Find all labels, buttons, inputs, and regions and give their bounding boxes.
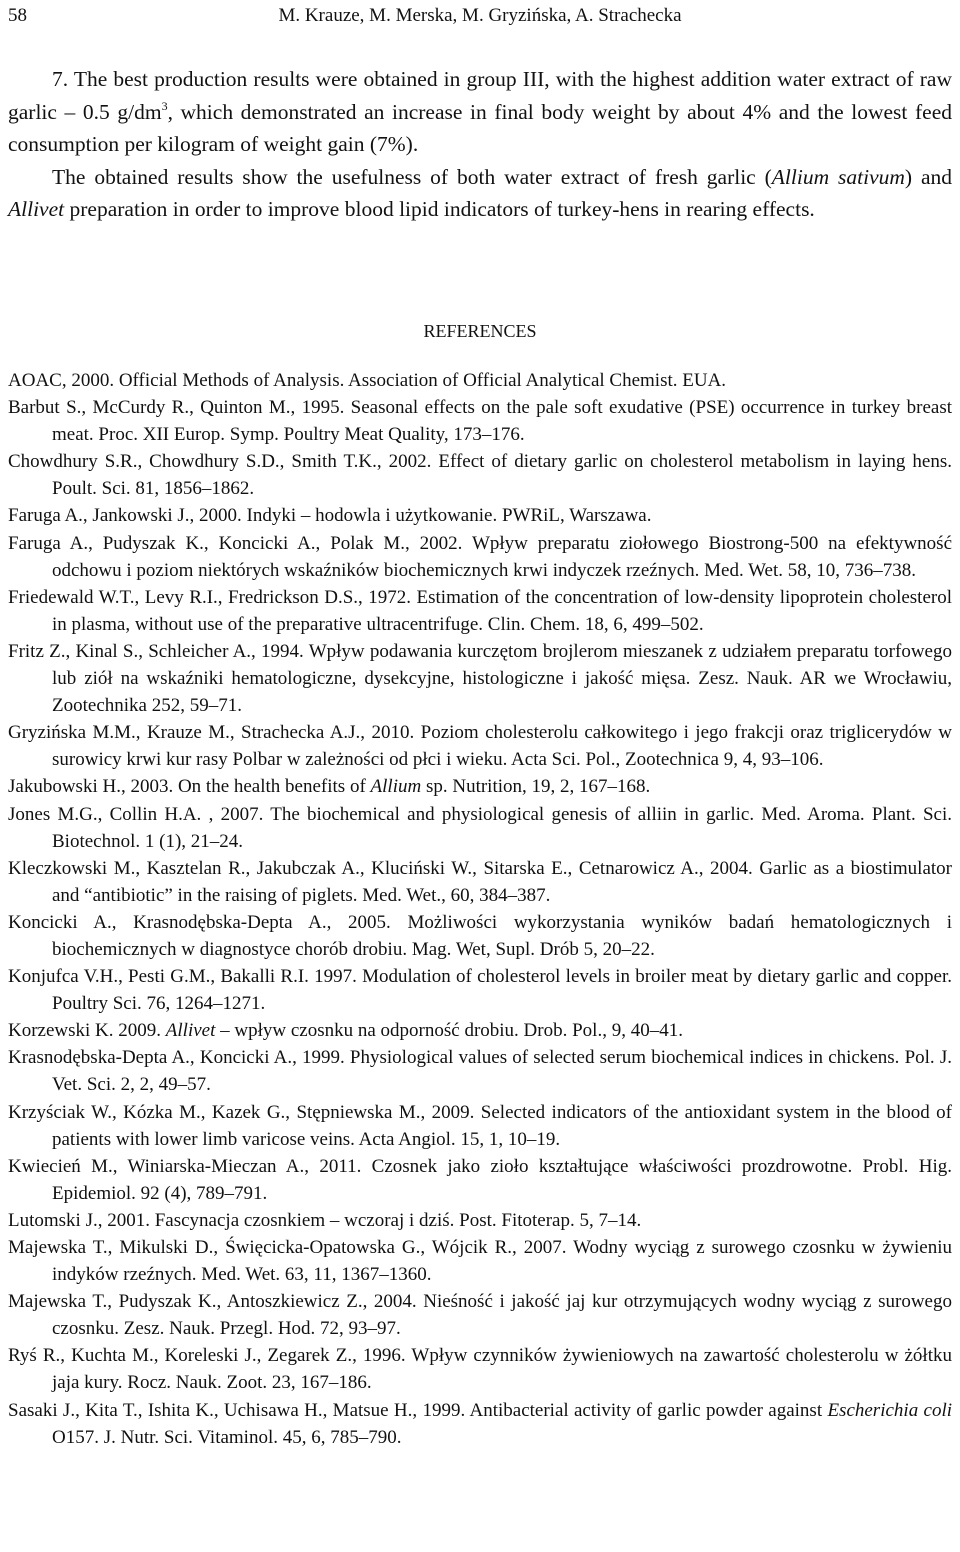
reference-item: Krasnodębska-Depta A., Koncicki A., 1999. Physiological values of selected serum biochemical indices in chickens. Pol. J. Vet. Sci. 2, 2, 49–57. xyxy=(8,1047,952,1096)
reference-item xyxy=(8,1397,952,1451)
reference-item: Konjufca V.H., Pesti G.M., Bakalli R.I. 1997. Modulation of cholesterol levels in broiler meat by dietary garlic and copper. Poultry Sci. 76, 1264–1271. xyxy=(8,966,952,1015)
reference-italic: Escherichia coli xyxy=(827,1399,952,1421)
reference-text: O157. J. Nutr. Sci. Vitaminol. 45, 6, 785–790. xyxy=(52,1426,402,1448)
summary-paragraph xyxy=(8,161,952,226)
reference-item: Koncicki A., Krasnodębska-Depta A., 2005. Możliwości wykorzystania wyników badań hematologicznych i biochemicznych w diagnostyce chorób drobiu. Mag. Wet, Supl. Drób 5, 20–22. xyxy=(8,911,952,960)
conclusions-text xyxy=(8,63,952,226)
reference-item: Gryzińska M.M., Krauze M., Strachecka A.J., 2010. Poziom cholesterolu całkowitego i jego frakcji oraz triglicerydów w surowicy krwi kur rasy Polbar w zależności od płci i wieku. Acta Sci. Pol., Zootechnica 9, 4, 93–106. xyxy=(8,722,952,771)
reference-italic: Allium xyxy=(370,776,422,798)
running-head-authors: M. Krauze, M. Merska, M. Gryzińska, A. Strachecka xyxy=(278,5,682,26)
text-run: , which demonstrated an increase in final body weight by about 4% and the lowest feed consumption per kilogram of weight gain (7%). xyxy=(8,99,952,156)
conclusion-paragraph xyxy=(8,63,952,161)
reference-item: Lutomski J., 2001. Fascynacja czosnkiem – wczoraj i dziś. Post. Fitoterap. 5, 7–14. xyxy=(8,1209,642,1231)
reference-item: Kleczkowski M., Kasztelan R., Jakubczak A., Kluciński W., Sitarska E., Cetnarowicz A., 2004. Garlic as a biostimulator and “antibiotic” in the raising of piglets. Med. Wet., 60, 384–387. xyxy=(8,857,952,906)
reference-item: Majewska T., Mikulski D., Święcicka-Opatowska G., Wójcik R., 2007. Wodny wyciąg z surowego czosnku w żywieniu indyków rzeźnych. Med. Wet. 63, 11, 1367–1360. xyxy=(8,1237,952,1286)
species-name: Allium sativum xyxy=(771,164,905,189)
reference-text: Jakubowski H., 2003. On the health benefits of xyxy=(8,776,371,798)
page-number: 58 xyxy=(8,5,27,26)
reference-item: Faruga A., Jankowski J., 2000. Indyki – hodowla i użytkowanie. PWRiL, Warszawa. xyxy=(8,505,652,527)
reference-item: Krzyściak W., Kózka M., Kazek G., Stępniewska M., 2009. Selected indicators of the antioxidant system in the blood of patients with lower limb varicose veins. Acta Angiol. 15, 1, 10–19. xyxy=(8,1101,952,1150)
running-head xyxy=(8,2,952,30)
text-run: The obtained results show the usefulness of both water extract of fresh garlic ( xyxy=(52,164,772,189)
text-run: 7. The best production results were obtained in group III, with the highest addition water extract of raw garlic – 0.5 g/dm xyxy=(8,67,952,124)
product-name: Allivet xyxy=(8,197,65,221)
reference-item: Ryś R., Kuchta M., Koreleski J., Zegarek Z., 1996. Wpływ czynników żywieniowych na zawartość cholesterolu w żółtku jaja kury. Rocz. Nauk. Zoot. 23, 167–186. xyxy=(8,1345,952,1394)
reference-item: Barbut S., McCurdy R., Quinton M., 1995. Seasonal effects on the pale soft exudative (PSE) occurrence in turkey breast meat. Proc. XII Europ. Symp. Poultry Meat Quality, 173–176. xyxy=(8,397,952,446)
references-heading: REFERENCES xyxy=(423,321,537,341)
reference-text: – wpływ czosnku na odporność drobiu. Drob. Pol., 9, 40–41. xyxy=(215,1020,683,1042)
reference-text: Korzewski K. 2009. xyxy=(8,1020,166,1042)
superscript: 3 xyxy=(161,98,168,113)
reference-text: sp. Nutrition, 19, 2, 167–168. xyxy=(421,776,651,798)
text-run: ) and xyxy=(904,164,952,189)
reference-item: Kwiecień M., Winiarska-Mieczan A., 2011. Czosnek jako zioło kształtujące właściwości prozdrowotne. Probl. Hig. Epidemiol. 92 (4), 789–791. xyxy=(8,1155,952,1204)
reference-text: Sasaki J., Kita T., Ishita K., Uchisawa H., Matsue H., 1999. Antibacterial activity of garlic powder against xyxy=(8,1399,828,1421)
reference-item: Friedewald W.T., Levy R.I., Fredrickson D.S., 1972. Estimation of the concentration of low-density lipoprotein cholesterol in plasma, without use of the preparative ultracentrifuge. Clin. Chem. 18, 6, 499–502. xyxy=(8,586,952,635)
reference-item: Majewska T., Pudyszak K., Antoszkiewicz Z., 2004. Nieśność i jakość jaj kur otrzymujących wodny wyciąg z surowego czosnku. Zesz. Nauk. Przegl. Hod. 72, 93–97. xyxy=(8,1291,952,1340)
reference-item: Jones M.G., Collin H.A. , 2007. The biochemical and physiological genesis of alliin in garlic. Med. Aroma. Plant. Sci. Biotechnol. 1 (1), 21–24. xyxy=(8,803,952,852)
reference-item xyxy=(8,773,952,800)
reference-item: Faruga A., Pudyszak K., Koncicki A., Polak M., 2002. Wpływ preparatu ziołowego Biostrong-500 na efektywność odchowu i poziom niektórych wskaźników biochemicznych krwi indyczek rzeźnych. Med. Wet. 58, 10, 736–738. xyxy=(8,532,952,581)
reference-item: Fritz Z., Kinal S., Schleicher A., 1994. Wpływ podawania kurczętom brojlerom mieszanek z udziałem preparatu torfowego lub ziół na wskaźniki hematologiczne, dysekcyjne, histologiczne i jakość mięsa. Zesz. Nauk. AR we Wrocławiu, Zootechnika 252, 59–71. xyxy=(8,640,952,717)
reference-item: Chowdhury S.R., Chowdhury S.D., Smith T.K., 2002. Effect of dietary garlic on cholesterol metabolism in laying hens. Poult. Sci. 81, 1856–1862. xyxy=(8,451,952,500)
reference-italic: Allivet xyxy=(165,1020,216,1042)
reference-list xyxy=(8,367,952,1451)
text-run: preparation in order to improve blood lipid indicators of turkey-hens in rearing effects. xyxy=(64,197,815,221)
reference-item xyxy=(8,1017,952,1044)
reference-item: AOAC, 2000. Official Methods of Analysis. Association of Official Analytical Chemist. EUA. xyxy=(8,370,727,391)
